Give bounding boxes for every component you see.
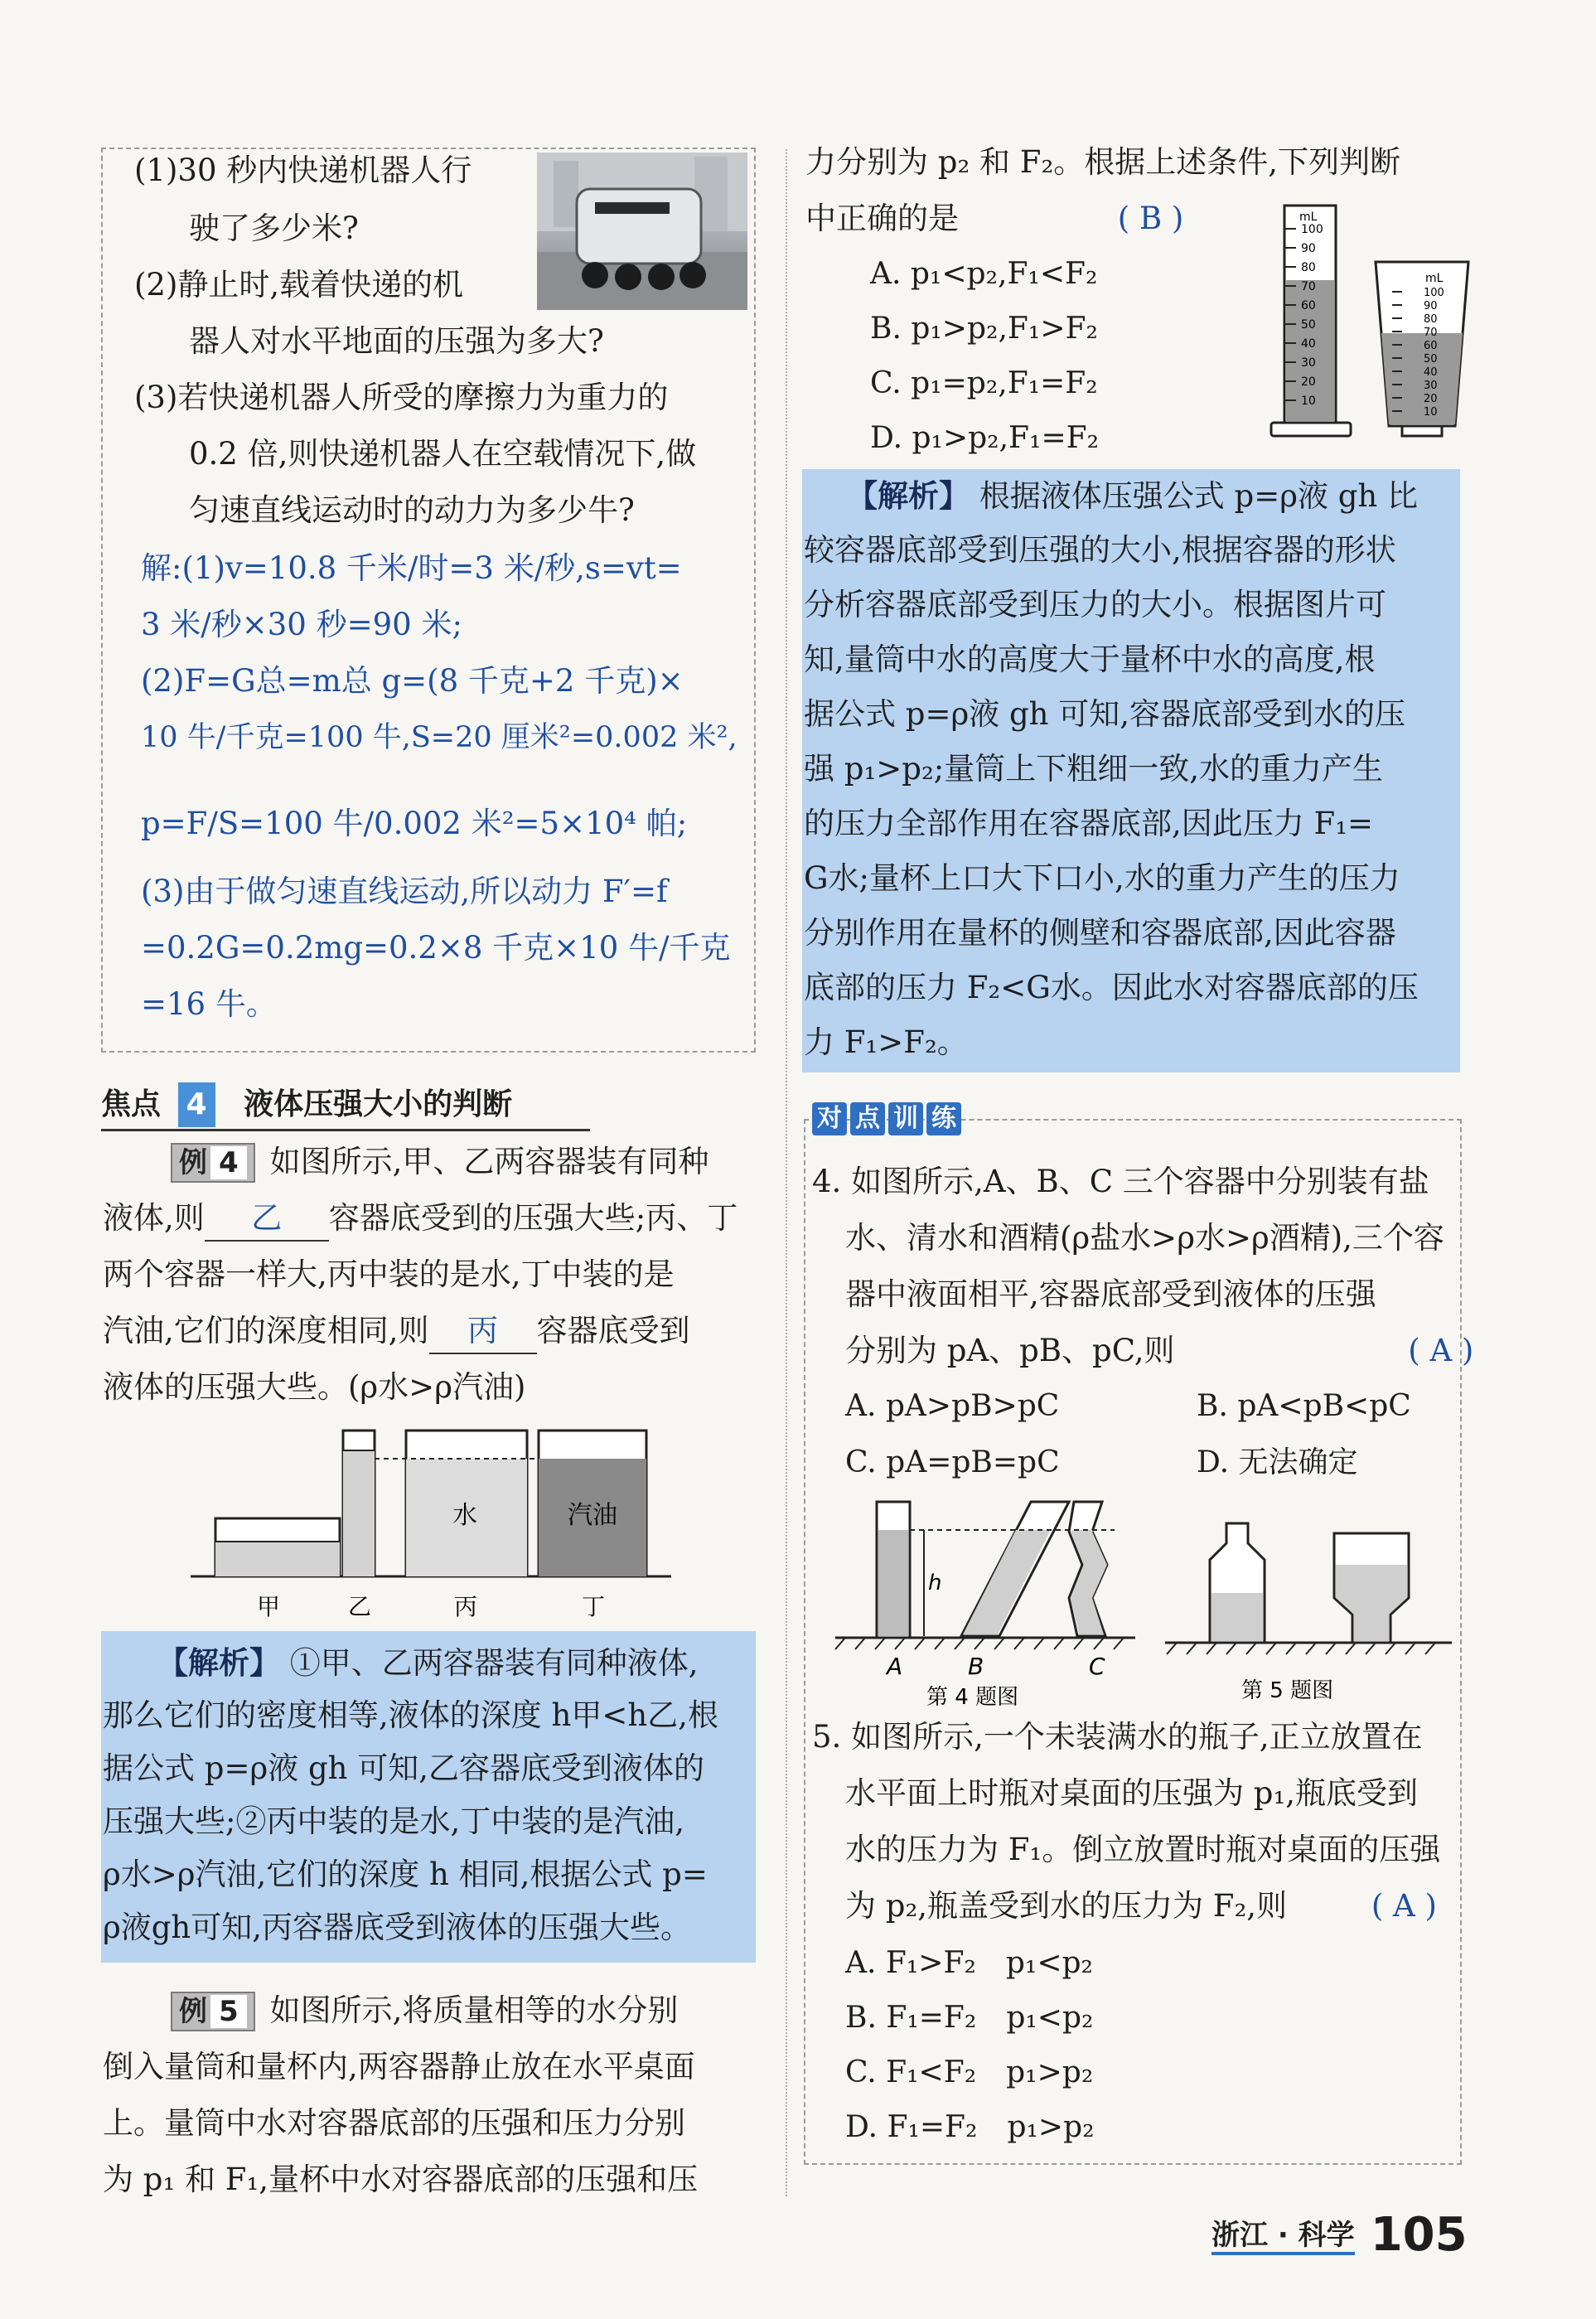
beaker-tick-label: 10 [1424,406,1438,419]
cylinder-tick-label: 100 [1301,223,1323,236]
badge-char: 训 [888,1102,923,1135]
example5-analysis-line: 据公式 p=ρ液 gh 可知,容器底部受到水的压 [804,696,1405,732]
example5-line: 倒入量筒和量杯内,两容器静止放在水平桌面 [103,2049,695,2084]
water-label: 水 [452,1501,477,1530]
example4-analysis-line: ρ液gh可知,丙容器底受到液体的压强大些。 [103,1910,692,1945]
focus-number: 4 [178,1082,215,1127]
q4-option: B. pA<pB<pC [1197,1389,1411,1423]
q2-line1: (2)静止时,载着快递的机 [134,267,464,303]
cylinder-unit: mL [1299,211,1318,224]
example5-option: C. p₁=p₂,F₁=F₂ [870,366,1098,400]
badge-char: 练 [926,1102,961,1135]
q5-line: 水平面上时瓶对桌面的压强为 p₁,瓶底受到 [845,1775,1419,1811]
cylinder-tick-label: 50 [1301,318,1316,332]
robot-image-icon [537,153,747,310]
cylinder-tick-label: 40 [1301,337,1316,351]
example5-analysis-line: 分别作用在量杯的侧壁和容器底部,因此容器 [804,915,1396,951]
example5-line: 上。量筒中水对容器底部的压强和压力分别 [103,2105,685,2141]
q4-option: C. pA=pB=pC [845,1445,1060,1479]
solution-line: p=F/S=100 牛/0.002 米²=5×10⁴ 帕; [141,806,688,841]
column-divider [786,149,787,2196]
q5-option: B. F₁=F₂ p₁<p₂ [845,2001,1094,2035]
q5-line: 5. 如图所示,一个未装满水的瓶子,正立放置在 [812,1719,1423,1755]
solution-line: 解:(1)v=10.8 千米/时=3 米/秒,s=vt= [141,550,682,586]
q4-label-b: B [968,1653,984,1680]
example4-analysis-line: 【解析】 ①甲、乙两容器装有同种液体, [157,1644,699,1681]
beaker-tick-label: 30 [1424,380,1438,392]
cylinder-tick-label: 20 [1301,375,1316,389]
q4-label-c: C [1089,1653,1105,1680]
q5-option: D. F₁=F₂ p₁>p₂ [845,2110,1095,2144]
cylinder-tick-label: 80 [1301,261,1316,274]
q3-line2: 0.2 倍,则快递机器人在空载情况下,做 [189,436,697,472]
example4-analysis-line: 压强大些;②丙中装的是水,丁中装的是汽油, [103,1803,684,1839]
footer [1212,2206,1485,2264]
example4-answer1: 乙 [205,1197,329,1242]
q1-line2: 驶了多少米? [189,211,359,246]
q1-line1: (1)30 秒内快递机器人行 [134,153,472,188]
q5-line: 为 p₂,瓶盖受到水的压力为 F₂,则 ( A ) [845,1888,1437,1924]
example4-line3: 两个容器一样大,丙中装的是水,丁中装的是 [103,1256,675,1292]
solution-line: (3)由于做匀速直线运动,所以动力 F′=f [141,874,668,909]
example4-line2: 液体,则 乙 容器底受到的压强大些;丙、丁 [103,1197,738,1242]
q4-line: 4. 如图所示,A、B、C 三个容器中分别装有盐 [812,1164,1429,1199]
solution-line: =0.2G=0.2mg=0.2×8 千克×10 牛/千克 [141,930,731,966]
example5-continued: 中正确的是 ( B ) [805,201,1184,236]
fig-label-ding: 丁 [582,1593,606,1620]
fig-label-yi: 乙 [348,1593,372,1620]
example5-analysis-line: 【解析】 根据液体压强公式 p=ρ液 gh 比 [847,477,1419,514]
example4-line1: 例 4 如图所示,甲、乙两容器装有同种 [171,1140,709,1184]
q5-line: 水的压力为 F₁。倒立放置时瓶对桌面的压强 [845,1832,1441,1867]
q5-caption: 第 5 题图 [1241,1678,1334,1703]
q5-option: A. F₁>F₂ p₁<p₂ [845,1946,1093,1980]
example4-analysis-line: 据公式 p=ρ液 gh 可知,乙容器底受到液体的 [103,1750,704,1786]
analysis-tag: 【解析】 [847,477,970,514]
example5-analysis-line: 力 F₁>F₂。 [804,1024,968,1060]
beaker-tick-label: 70 [1424,327,1438,339]
example5-analysis-line: 的压力全部作用在容器底部,因此压力 F₁= [804,806,1374,841]
q4-line: 器中液面相平,容器底部受到液体的压强 [845,1276,1376,1312]
example4-line4: 汽油,它们的深度相同,则 丙 容器底受到 [103,1310,690,1354]
cylinder-tick-label: 60 [1301,299,1316,312]
example5-analysis-line: 较容器底部受到压强的大小,根据容器的形状 [804,532,1396,568]
q4-option: D. 无法确定 [1197,1445,1358,1479]
example5-line: 为 p₁ 和 F₁,量杯中水对容器底部的压强和压 [103,2162,699,2197]
solution-line: =16 牛。 [141,986,277,1022]
beaker-tick-label: 90 [1424,300,1438,312]
solution-line: 3 米/秒×30 秒=90 米; [141,607,462,642]
badge-char: 点 [850,1102,885,1135]
beaker-tick-label: 60 [1424,340,1438,352]
example5-tag: 例 5 [171,1992,255,2031]
q3-line1: (3)若快递机器人所受的摩擦力为重力的 [134,380,669,415]
training-badge [812,1102,961,1135]
focus-title: 液体压强大小的判断 [244,1087,513,1121]
cylinder-tick-label: 10 [1301,395,1316,408]
example5-analysis-line: 底部的压力 F₂<G水。因此水对容器底部的压 [804,970,1419,1005]
example5-answer: ( B ) [1117,201,1184,236]
q5-figure [1160,1517,1458,1707]
q4-line: 水、清水和酒精(ρ盐水>ρ水>ρ酒精),三个容 [845,1220,1444,1256]
oil-label: 汽油 [568,1501,617,1530]
robot-photo [537,153,747,310]
q5-answer: ( A ) [1371,1888,1437,1924]
q4-option: A. pA>pB>pC [845,1389,1060,1423]
page-number: 105 [1370,2208,1468,2262]
example4-line5: 液体的压强大些。(ρ水>ρ汽油) [103,1369,526,1405]
footer-text: 浙江 · 科学 [1212,2219,1355,2255]
beaker-tick-label: 20 [1424,393,1438,405]
example5-continued: 力分别为 p₂ 和 F₂。根据上述条件,下列判断 [805,144,1401,180]
cylinder-beaker-figure [1260,196,1477,444]
cylinder-tick-label: 30 [1301,356,1316,370]
cylinder-tick-label: 90 [1301,242,1316,255]
q4-caption: 第 4 题图 [926,1685,1019,1706]
example4-answer2: 丙 [429,1310,537,1354]
example5-analysis-line: G水;量杯上口大下口小,水的重力产生的压力 [804,860,1400,896]
cylinder-tick-label: 70 [1301,280,1316,293]
fig-label-bing: 丙 [454,1593,478,1620]
q5-option: C. F₁<F₂ p₁>p₂ [845,2055,1094,2089]
q4-label-a: A [887,1653,903,1680]
example5-analysis-line: 知,量筒中水的高度大于量杯中水的高度,根 [804,641,1376,677]
q4-answer: ( A ) [1408,1333,1474,1368]
example5-option: D. p₁>p₂,F₁=F₂ [870,421,1100,455]
example5-option: A. p₁<p₂,F₁<F₂ [870,257,1098,291]
example5-option: B. p₁>p₂,F₁>F₂ [870,312,1098,346]
example4-analysis-line: 那么它们的密度相等,液体的深度 h甲<h乙,根 [103,1697,718,1733]
q4-h-label: h [928,1571,942,1595]
beaker-tick-label: 50 [1424,353,1438,366]
q4-line: 分别为 pA、pB、pC,则 ( A ) [845,1333,1474,1368]
example5-analysis-line: 分析容器底部受到压力的大小。根据图片可 [804,587,1386,622]
q4-figure [829,1498,1144,1706]
fig-label-jia: 甲 [257,1593,281,1620]
beaker-tick-label: 100 [1424,287,1444,299]
example5-analysis-line: 强 p₁>p₂;量筒上下粗细一致,水的重力产生 [804,751,1384,787]
badge-char: 对 [812,1102,847,1135]
solution-line: (2)F=G总=m总 g=(8 千克+2 千克)× [141,663,684,699]
beaker-unit: mL [1425,272,1444,285]
focus-label: 焦点 [101,1087,162,1121]
example5-line1: 例 5 如图所示,将质量相等的水分别 [171,1989,678,2032]
q3-line3: 匀速直线运动时的动力为多少牛? [189,492,635,528]
beaker-tick-label: 40 [1424,366,1438,379]
focus-heading [101,1082,590,1131]
solution-line: 10 牛/千克=100 牛,S=20 厘米²=0.002 米², [141,721,738,754]
beaker-tick-label: 80 [1424,313,1438,326]
example4-figure [191,1426,680,1624]
example4-tag: 例 4 [171,1143,255,1183]
q2-line2: 器人对水平地面的压强为多大? [189,323,604,359]
example4-analysis-line: ρ水>ρ汽油,它们的深度 h 相同,根据公式 p= [103,1857,708,1892]
analysis-tag: 【解析】 [157,1644,280,1681]
